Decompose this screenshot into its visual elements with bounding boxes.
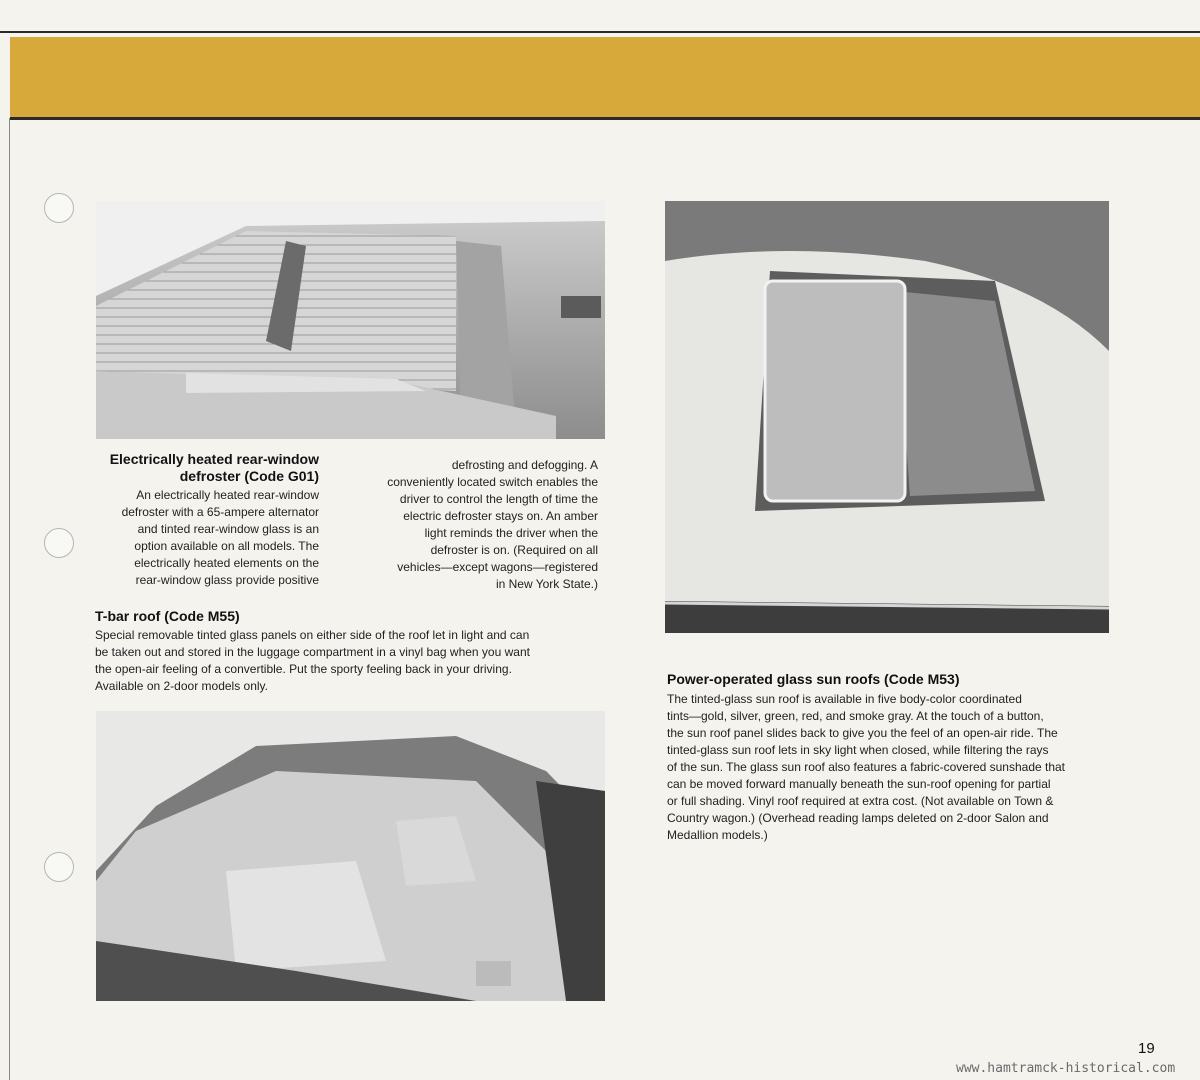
header-color-band: [10, 37, 1200, 117]
text-line: option available on all models. The: [134, 539, 319, 553]
left-margin-rule: [9, 118, 10, 1080]
text-line: conveniently located switch enables the: [387, 475, 598, 489]
top-rule: [0, 31, 1200, 33]
binder-hole: [44, 852, 74, 882]
sun-roof-heading: Power-operated glass sun roofs (Code M53): [667, 671, 960, 687]
text-line: be taken out and stored in the luggage compartment in a vinyl bag when you want: [95, 645, 530, 659]
sun-roof-body: [667, 691, 1117, 844]
text-line: the open-air feeling of a convertible. Put the sporty feeling back in your driving.: [95, 662, 512, 676]
text-line: Special removable tinted glass panels on either side of the roof let in light and can: [95, 628, 530, 642]
text-line: tinted-glass sun roof lets in sky light when closed, while filtering the rays: [667, 743, 1049, 757]
text-line: An electrically heated rear-window: [136, 488, 319, 502]
text-line: the sun roof panel slides back to give you the feel of an open-air ride. The: [667, 726, 1058, 740]
header-band-rule: [10, 117, 1200, 120]
t-bar-body: [95, 627, 605, 695]
text-line: Medallion models.): [667, 828, 768, 842]
text-line: and tinted rear-window glass is an: [137, 522, 319, 536]
text-line: rear-window glass provide positive: [135, 573, 319, 587]
watermark-url[interactable]: www.hamtramck-historical.com: [956, 1061, 1176, 1076]
text-line: tints—gold, silver, green, red, and smoke gray. At the touch of a button,: [667, 709, 1044, 723]
binder-hole: [44, 193, 74, 223]
text-line: or full shading. Vinyl roof required at extra cost. (Not available on Town &: [667, 794, 1054, 808]
text-line: light reminds the driver when the: [424, 526, 598, 540]
text-line: The tinted-glass sun roof is available in five body-color coordinated: [667, 692, 1022, 706]
sun-roof-photo: [665, 201, 1109, 633]
defroster-body-col1: [60, 487, 319, 589]
text-line: can be moved forward manually beneath the sun-roof opening for partial: [667, 777, 1051, 791]
text-line: defrosting and defogging. A: [451, 458, 598, 472]
defroster-body-col2: [330, 457, 598, 593]
defroster-heading-line: defroster (Code G01): [179, 468, 319, 484]
page-number: 19: [1138, 1040, 1155, 1057]
text-line: driver to control the length of time the: [399, 492, 598, 506]
defroster-heading: [80, 451, 319, 485]
text-line: of the sun. The glass sun roof also features a fabric-covered sunshade that: [667, 760, 1066, 774]
text-line: defroster is on. (Required on all: [430, 543, 598, 557]
t-bar-heading: T-bar roof (Code M55): [95, 608, 240, 624]
text-line: Available on 2-door models only.: [95, 679, 268, 693]
text-line: in New York State.): [495, 577, 598, 591]
t-bar-roof-photo: [96, 711, 605, 1001]
text-line: electric defroster stays on. An amber: [403, 509, 598, 523]
text-line: vehicles—except wagons—registered: [397, 560, 598, 574]
text-line: electrically heated elements on the: [134, 556, 319, 570]
text-line: Country wagon.) (Overhead reading lamps deleted on 2-door Salon and: [667, 811, 1049, 825]
text-line: defroster with a 65-ampere alternator: [121, 505, 319, 519]
rear-window-defroster-photo: [96, 201, 605, 439]
defroster-heading-line: Electrically heated rear-window: [109, 451, 319, 467]
